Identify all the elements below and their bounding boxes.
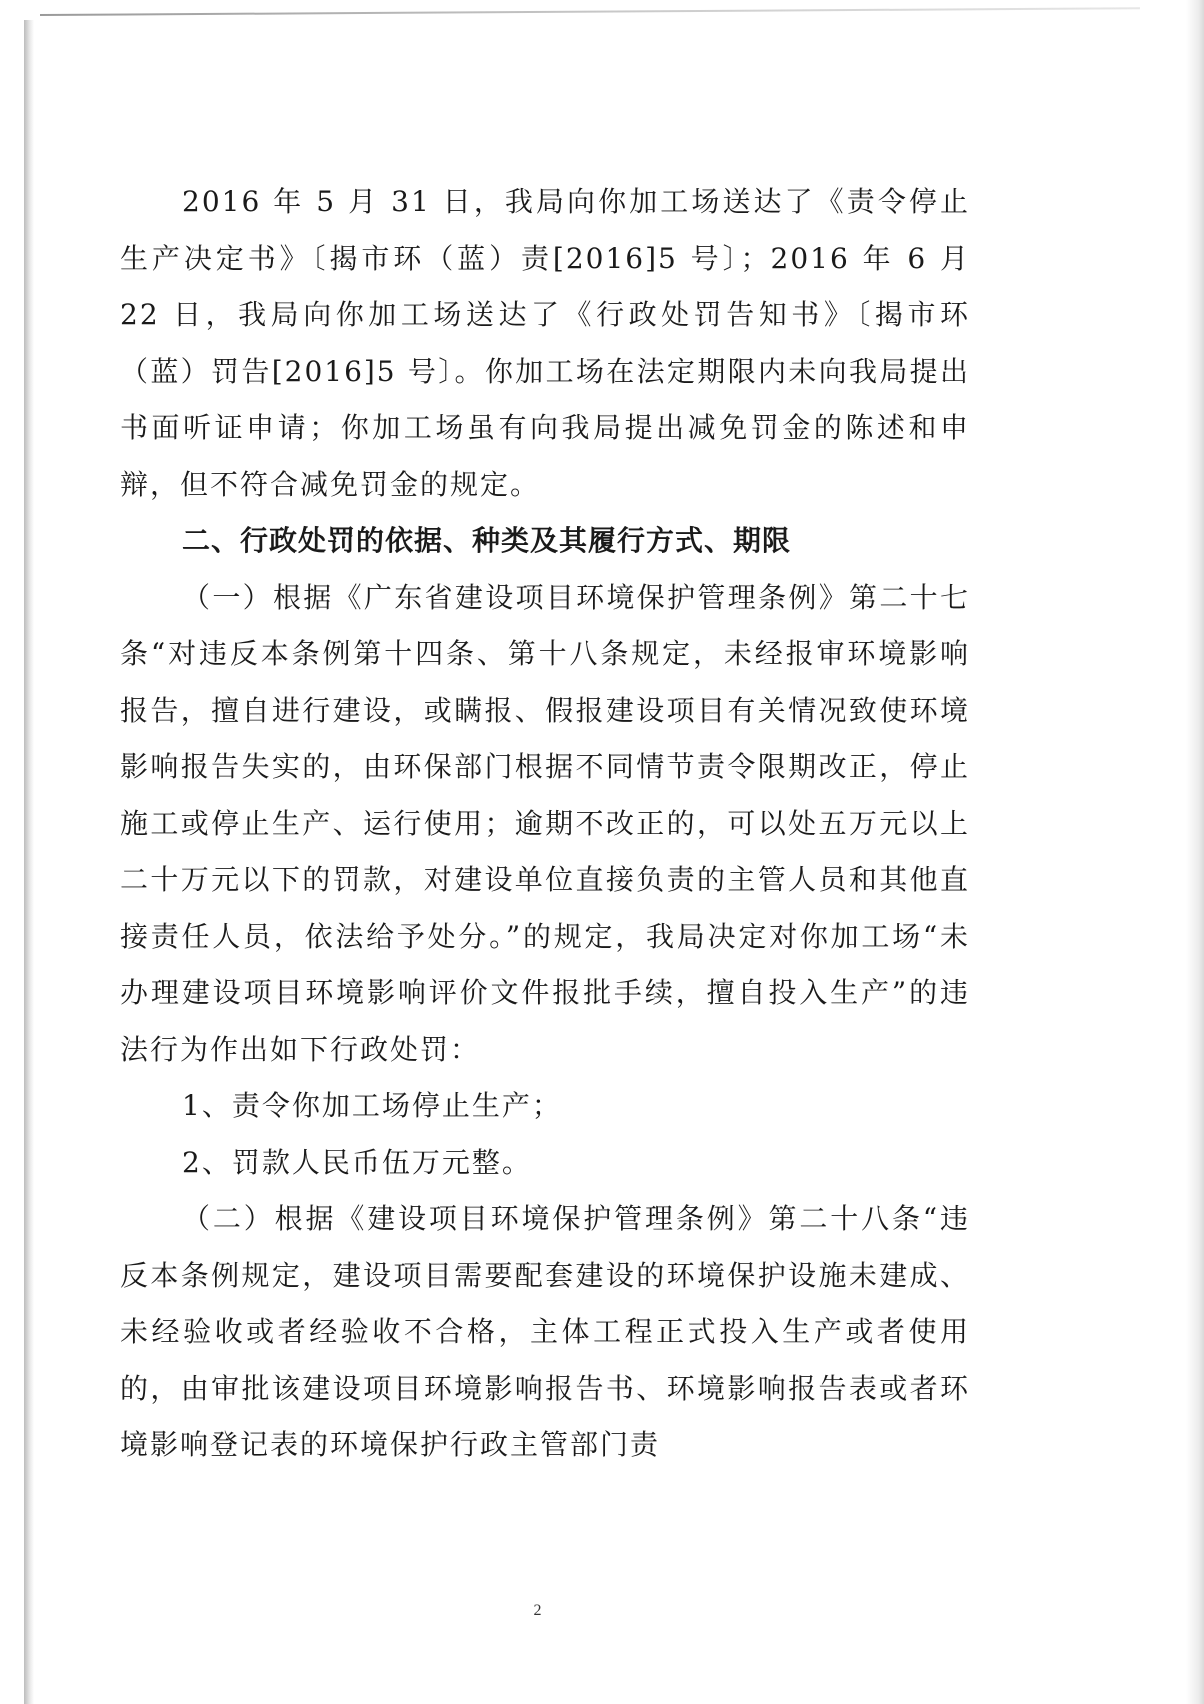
penalty-item-2: 2、罚款人民币伍万元整。 <box>182 1145 532 1179</box>
scan-edge-left <box>24 20 34 1704</box>
document-body <box>120 174 970 1474</box>
section-heading: 二、行政处罚的依据、种类及其履行方式、期限 <box>182 524 792 557</box>
paragraph-basis-two: （二）根据《建设项目环境保护管理条例》第二十八条“违反本条例规定，建设项目需要配套建设的环境保护设施未建成、未经验收或者经验收不合格，主体工程正式投入生产或者使用的，由审批该建设项目环境影响报告书、环境影响报告表或者环境影响登记表的环境保护行政主管部门责 <box>120 1202 970 1461</box>
paragraph-basis-one: （一）根据《广东省建设项目环境保护管理条例》第二十七条“对违反本条例第十四条、第十八条规定，未经报审环境影响报告，擅自进行建设，或瞒报、假报建设项目有关情况致使环境影响报告失实的，由环保部门根据不同情节责令限期改正，停止施工或停止生产、运行使用；逾期不改正的，可以处五万元以上二十万元以下的罚款，对建设单位直接负责的主管人员和其他直接责任人员，依法给予处分。”的规定，我局决定对你加工场“未办理建设项目环境影响评价文件报批手续，擅自投入生产”的违法行为作出如下行政处罚： <box>120 580 970 1066</box>
page-number: 2 <box>533 1602 542 1619</box>
scan-edge-right <box>1186 0 1204 1704</box>
scan-edge-top <box>40 7 1140 16</box>
paragraph-service-record: 2016 年 5 月 31 日，我局向你加工场送达了《责令停止生产决定书》〔揭市环（蓝）责[2016]5 号〕；2016 年 6 月 22 日，我局向你加工场送达了《行政处罚告知书》〔揭市环（蓝）罚告[2016]5 号〕。你加工场在法定期限内未向我局提出书面听证申请；你加工场虽有向我局提出减免罚金的陈述和申辩，但不符合减免罚金的规定。 <box>120 185 970 501</box>
penalty-item-1: 1、责令你加工场停止生产； <box>182 1089 562 1122</box>
